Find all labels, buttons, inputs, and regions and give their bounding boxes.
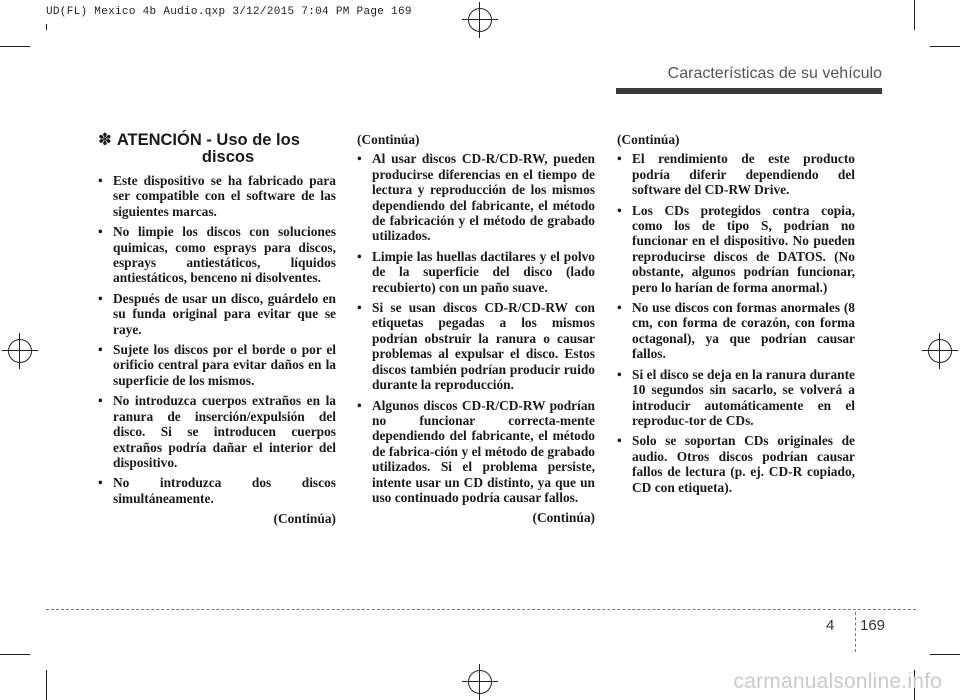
list-item-text: Los CDs protegidos contra copia, como los de tipo S, podrían no funcionar en el dispositivo. No pueden reproducirse discos de DATOS. (No obstante, algunos podrían funcionar, pero lo harían de forma anormal.) <box>632 202 855 295</box>
footer-page-separator <box>855 612 856 652</box>
bullet-icon: • <box>617 366 622 382</box>
bullet-icon: • <box>357 151 362 167</box>
bullet-icon: • <box>98 342 103 358</box>
bullet-icon: • <box>617 433 622 449</box>
page-number: 169 <box>860 617 886 634</box>
list-item <box>617 433 855 495</box>
registration-mark-right <box>922 333 958 369</box>
crop-mark-top-right-h <box>930 46 960 47</box>
list-item-text: Solo se soportan CDs originales de audio. Otros discos podrían causar fallos de lectura (p. ej. CD-R copiado, CD con etiqueta). <box>632 433 855 495</box>
heading-line-2: discos <box>201 148 255 166</box>
footer-divider <box>46 609 916 610</box>
bullet-icon: • <box>98 393 103 409</box>
list-item <box>617 367 855 429</box>
crop-mark-bottom-left-v <box>46 670 47 700</box>
column-2 <box>357 132 595 526</box>
registration-mark-left <box>2 333 38 369</box>
bullet-list <box>357 151 595 505</box>
list-item <box>357 300 595 392</box>
attention-icon: ✽ <box>98 131 112 149</box>
list-item-text: No introduzca dos discos simultáneamente. <box>113 475 336 506</box>
list-item <box>617 151 855 197</box>
continued-label: (Continúa) <box>357 132 420 147</box>
bullet-icon: • <box>98 475 103 491</box>
list-item <box>98 393 336 470</box>
list-item <box>617 300 855 362</box>
list-item <box>98 224 336 286</box>
bullet-icon: • <box>357 397 362 413</box>
bullet-icon: • <box>357 248 362 264</box>
crop-mark-top-left-v <box>46 24 47 30</box>
list-item-text: El rendimiento de este producto podría diferir dependiendo del software del CD-RW Drive. <box>632 151 855 198</box>
list-item <box>98 291 336 337</box>
heading-line-1: ATENCIÓN - Uso de los <box>116 131 300 149</box>
attention-heading <box>98 132 336 166</box>
crop-mark-bottom-right-h <box>930 654 960 655</box>
bullet-icon: • <box>357 300 362 316</box>
registration-mark-top <box>462 2 498 38</box>
section-title: Características de su vehículo <box>667 65 882 82</box>
list-item <box>98 173 336 219</box>
list-item-text: Si se usan discos CD-R/CD-RW con etiquetas pegadas a los mismos podrían obstruir la ranura o causar problemas al expulsar el disco. Estos discos también podrían producir ruido durante la reproducción. <box>372 300 595 393</box>
continued-label: (Continúa) <box>532 510 595 526</box>
list-item-text: Si el disco se deja en la ranura durante 10 segundos sin sacarlo, se volverá a introducir automáticamente en el reproduc-tor de CDs. <box>632 366 855 428</box>
list-item-text: No limpie los discos con soluciones quimicas, como esprays para discos, esprays antiestáticos, líquidos antiestáticos, benceno ni disolventes. <box>113 224 336 286</box>
title-underline-bar <box>616 88 882 94</box>
list-item <box>617 203 855 295</box>
watermark: carmanualsonline.info <box>733 670 942 693</box>
bullet-icon: • <box>617 151 622 167</box>
list-item-text: Limpie las huellas dactilares y el polvo de la superficie del disco (lado recubierto) con un paño suave. <box>372 248 595 295</box>
list-item-text: Al usar discos CD-R/CD-RW, pueden producirse diferencias en el tiempo de lectura y reproducción de los mismos dependiendo del fabricante, el método de fabricación y el método de grabado utilizados. <box>372 151 595 244</box>
column-3 <box>617 132 855 500</box>
bullet-icon: • <box>617 300 622 316</box>
list-item <box>357 398 595 506</box>
bullet-icon: • <box>98 224 103 240</box>
continued-label: (Continúa) <box>273 511 336 527</box>
bullet-icon: • <box>98 290 103 306</box>
crop-mark-top-right-v <box>914 0 915 30</box>
continued-label: (Continúa) <box>617 132 680 147</box>
list-item <box>357 151 595 243</box>
list-item-text: Sujete los discos por el borde o por el orificio central para evitar daños en la superficie de los mismos. <box>113 342 336 388</box>
chapter-number: 4 <box>826 617 835 634</box>
bullet-list <box>617 151 855 495</box>
column-1 <box>98 132 336 527</box>
list-item-text: Algunos discos CD-R/CD-RW podrían no funcionar correcta-mente dependiendo del fabricante, el método de fabrica-ción y el método de grabado utilizados. Si el problema persiste, intente usar un CD distinto, ya que un uso continuado podría causar fallos. <box>372 397 595 505</box>
list-item-text: Este dispositivo se ha fabricado para ser compatible con el software de las siguientes marcas. <box>113 173 336 219</box>
registration-mark-bottom <box>462 664 498 700</box>
list-item <box>98 475 336 506</box>
crop-mark-bottom-left-h <box>0 654 30 655</box>
bullet-list <box>98 173 336 506</box>
print-slug: UD(FL) Mexico 4b Audio.qxp 3/12/2015 7:04 PM Page 169 <box>46 6 412 18</box>
list-item <box>98 342 336 388</box>
crop-mark-top-left-h <box>0 46 30 47</box>
bullet-icon: • <box>617 202 622 218</box>
list-item-text: No introduzca cuerpos extraños en la ranura de inserción/expulsión del disco. Si se introducen cuerpos extraños podría dañar el interior del dispositivo. <box>113 393 336 470</box>
list-item-text: No use discos con formas anormales (8 cm, con forma de corazón, con forma octagonal), ya que podrían causar fallos. <box>632 300 855 362</box>
list-item <box>357 249 595 295</box>
bullet-icon: • <box>98 173 103 188</box>
list-item-text: Después de usar un disco, guárdelo en su funda original para evitar que se raye. <box>113 290 336 337</box>
